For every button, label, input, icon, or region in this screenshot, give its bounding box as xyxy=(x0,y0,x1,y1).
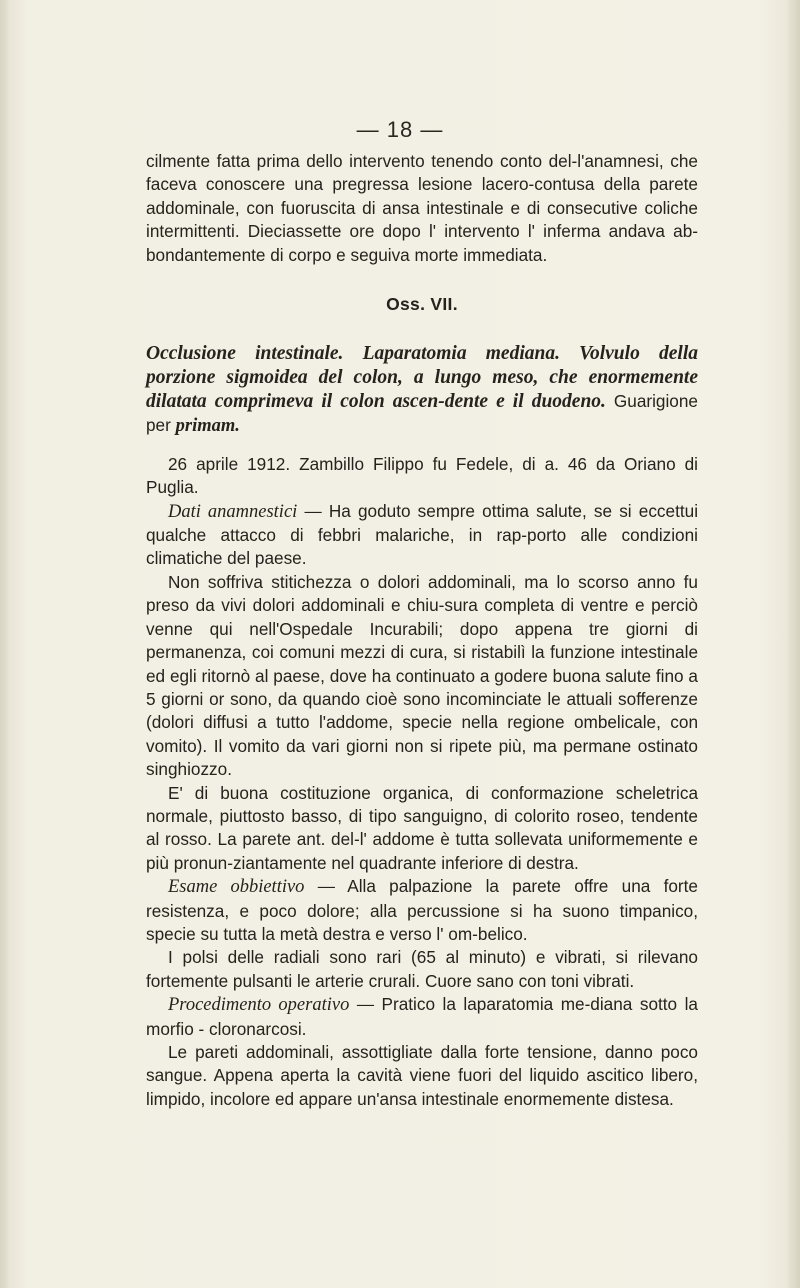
paragraph-procedure xyxy=(146,993,698,1041)
anamnesis-text: — Ha goduto sempre ottima salute, se si eccettui qualche attacco di febbri malariche, in rap-porto alle condizioni climatiche del paese. xyxy=(146,500,699,569)
paragraph-exam xyxy=(146,875,698,946)
paragraph-operation: Le pareti addominali, assottigliate dalla forte tensione, danno poco sangue. Appena aperta la cavità viene fuori del liquido ascitico libero, limpido, incolore ed appare un'ansa intestinale enormemente distesa. xyxy=(146,1042,698,1109)
paragraph-constitution: E' di buona costituzione organica, di conformazione scheletrica normale, piuttosto basso, di tipo sanguigno, di colorito roseo, tendente al rosso. La parete ant. del-l' addome è tutta sollevata uniformemente e più pronun-ziantamente nel quadrante inferiore di destra. xyxy=(146,782,698,873)
page-right-shadow xyxy=(786,0,800,1288)
case-summary-main: Occlusione intestinale. Laparatomia mediana. Volvulo della porzione sigmoidea del colon, a lungo meso, che enormemente dilatata comprimeva il colon ascen-dente e il duodeno. xyxy=(146,343,698,413)
paragraph-pulse: I polsi delle radiali sono rari (65 al minuto) e vibrati, si rilevano fortemente pulsanti le arterie crurali. Cuore sano con toni vibrati. xyxy=(146,947,698,991)
paragraph-anamnesis xyxy=(146,500,698,571)
case-summary-tail-italic: primam. xyxy=(175,416,240,437)
exam-text: — Alla palpazione la parete offre una forte resistenza, e poco dolore; alla percussione si ha suono timpanico, specie su tutta la metà destra e verso l' om-belico. xyxy=(146,876,698,944)
exam-label: Esame obbiettivo xyxy=(168,877,305,898)
page-number: — 18 — xyxy=(356,117,444,142)
case-summary-tail: Guarigione per xyxy=(146,391,698,436)
continuation-paragraph: cilmente fatta prima dello intervento tenendo conto del-l'anamnesi, che faceva conoscere una pregressa lesione lacero-contusa della parete addominale, con fuoruscita di ansa intestinale e di consecutive coliche intermittenti. Dieciassette ore dopo l' intervento l' inferma andava ab-bondantemente di corpo e seguiva morte immediata. xyxy=(146,151,698,265)
paragraph-history: Non soffriva stitichezza o dolori addominali, ma lo scorso anno fu preso da vivi dolori addominali e chiu-sura completa di ventre e perciò venne qui nell'Ospedale Incurabili; dopo appena tre giorni di permanenza, coi comuni mezzi di cura, si ristabilì la funzione intestinale ed egli ritornò al paese, dove ha continuato a godere buona salute fino a 5 giorni or sono, da quando cioè sono incominciate le attuali sofferenze (dolori diffusi a tutto l'addome, specie nella regione ombelicale, con vomito). Il vomito da vari giorni non si ripete più, ma permane ostinato singhiozzo. xyxy=(146,571,698,780)
section-title: Oss. VII. xyxy=(386,294,458,315)
body-text xyxy=(146,150,698,1111)
procedure-text: — Pratico la laparatomia me-diana sotto la morfio - cloronarcosi. xyxy=(146,994,698,1039)
paragraph-date-patient: 26 aprile 1912. Zambillo Filippo fu Fedele, di a. 46 da Oriano di Puglia. xyxy=(146,453,698,498)
procedure-label: Procedimento operativo xyxy=(168,995,350,1016)
page-left-shadow xyxy=(0,0,10,1288)
case-summary xyxy=(146,342,698,438)
anamnesis-label: Dati anamnestici xyxy=(168,501,298,522)
